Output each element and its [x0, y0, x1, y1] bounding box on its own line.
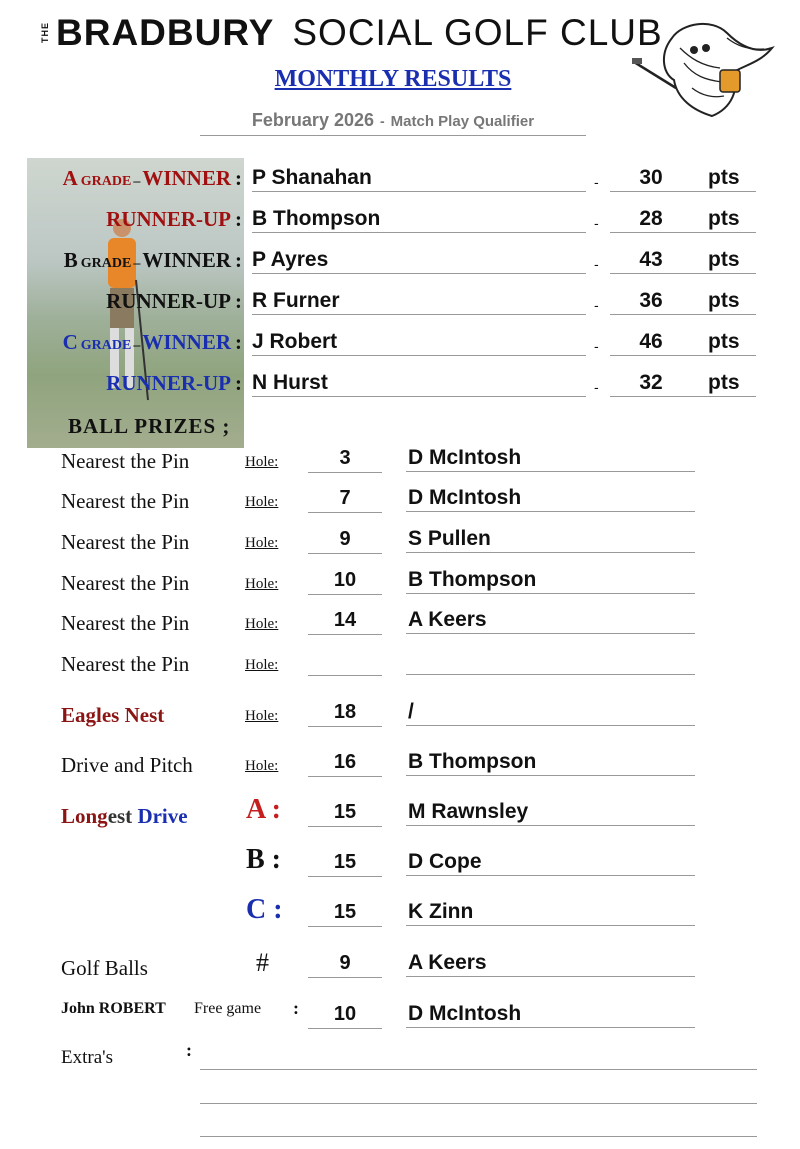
club-title [56, 12, 663, 54]
free-game-name: D McIntosh [406, 1002, 695, 1028]
club-name-rest: SOCIAL GOLF CLUB [292, 12, 663, 53]
prize-hole-number-0: 3 [308, 446, 382, 473]
prize-label-3: Nearest the Pin [61, 571, 190, 595]
grade-letter: B [63, 248, 78, 272]
golf-balls-value: 9 [308, 951, 382, 978]
prize-hole-label-5: Hole: [245, 657, 279, 673]
grade-letter: C [62, 330, 78, 354]
prize-label-2: Nearest the Pin [61, 530, 190, 554]
grade-title: WINNER [142, 330, 231, 354]
prize-winner-6: / [406, 700, 695, 726]
grade-name-2: P Ayres [252, 248, 586, 274]
prize-hole-number-4: 14 [308, 608, 382, 635]
prize-winner-3: B Thompson [406, 568, 695, 594]
grade-colon: : [235, 207, 242, 231]
longest-drive-hole-1: 15 [308, 850, 382, 877]
longest-drive-grade-2: C : [246, 894, 283, 925]
prize-hole-number-1: 7 [308, 486, 382, 513]
extras-line-3 [200, 1136, 757, 1137]
longest-drive-part-3: D [132, 804, 153, 828]
grade-label-1 [106, 207, 242, 232]
grade-label-2 [64, 248, 242, 273]
grade-dash2-1: - [594, 215, 599, 231]
extras-line-2 [200, 1103, 757, 1104]
grade-dash: – [133, 338, 141, 353]
prize-hole-number-7: 16 [308, 750, 382, 777]
prize-winner-5 [406, 649, 695, 675]
grade-colon: : [235, 371, 242, 395]
grade-dash2-0: - [594, 174, 599, 190]
month-label: February 2026 [251, 110, 374, 130]
grade-colon: : [235, 248, 242, 272]
grade-label-4 [63, 330, 242, 355]
prize-hole-label-2: Hole: [245, 535, 279, 551]
the-label: THE [40, 22, 50, 43]
prize-hole-number-5 [308, 649, 382, 676]
grade-colon: : [235, 330, 242, 354]
longest-drive-winner-1: D Cope [406, 850, 695, 876]
monthly-results-heading: MONTHLY RESULTS [274, 66, 512, 92]
grade-name-4: J Robert [252, 330, 586, 356]
golf-balls-label: Golf Balls [61, 956, 148, 980]
golf-balls-symbol: # [256, 948, 269, 977]
extras-line-1 [200, 1069, 757, 1070]
prize-winner-4: A Keers [406, 608, 695, 634]
prize-winner-7: B Thompson [406, 750, 695, 776]
grade-colon: : [235, 166, 242, 190]
prize-label-7: Drive and Pitch [61, 753, 193, 777]
prize-hole-label-6: Hole: [245, 708, 279, 724]
free-game-colon: : [293, 998, 299, 1018]
subheading-separator: - [380, 113, 385, 129]
prize-label-5: Nearest the Pin [61, 652, 190, 676]
grade-name-3: R Furner [252, 289, 586, 315]
grade-word: GRADE [80, 174, 132, 189]
grade-title: RUNNER-UP [106, 289, 231, 313]
grade-label-0 [63, 166, 242, 191]
grade-dash2-3: - [594, 297, 599, 313]
grade-score-0: 30 [610, 166, 692, 192]
competition-label: Match Play Qualifier [390, 113, 535, 130]
grade-label-3 [106, 289, 242, 314]
club-name-bold: BRADBURY [56, 12, 275, 53]
grade-unit-5: pts [692, 371, 756, 397]
prize-label-1: Nearest the Pin [61, 489, 190, 513]
grade-score-4: 46 [610, 330, 692, 356]
prize-hole-number-3: 10 [308, 568, 382, 595]
grade-name-5: N Hurst [252, 371, 586, 397]
grade-label-5 [106, 371, 242, 396]
grade-name-1: B Thompson [252, 207, 586, 233]
grade-unit-0: pts [692, 166, 756, 192]
grade-score-5: 32 [610, 371, 692, 397]
golf-balls-name: A Keers [406, 951, 695, 977]
grade-title: WINNER [142, 166, 231, 190]
longest-drive-part-2: est [107, 804, 133, 828]
prize-hole-number-6: 18 [308, 700, 382, 727]
grade-dash2-4: - [594, 338, 599, 354]
longest-drive-grade-1: B : [246, 844, 281, 875]
longest-drive-label [61, 804, 188, 829]
longest-drive-winner-2: K Zinn [406, 900, 695, 926]
grade-title: RUNNER-UP [106, 207, 231, 231]
extras-label: Extra's [61, 1047, 113, 1068]
grade-word: GRADE [80, 338, 132, 353]
prize-hole-label-4: Hole: [245, 616, 279, 632]
ball-prizes-label: BALL PRIZES ; [68, 414, 231, 438]
free-game-label: Free game [194, 1000, 262, 1017]
prize-winner-0: D McIntosh [406, 446, 695, 472]
grade-score-1: 28 [610, 207, 692, 233]
longest-drive-hole-0: 15 [308, 800, 382, 827]
grade-title: WINNER [142, 248, 231, 272]
grade-unit-1: pts [692, 207, 756, 233]
free-game-label-bold: John ROBERT [61, 1000, 166, 1017]
prize-winner-1: D McIntosh [406, 486, 695, 512]
prize-label-0: Nearest the Pin [61, 449, 190, 473]
grade-colon: : [235, 289, 242, 313]
grade-dash2-5: - [594, 379, 599, 395]
grade-dash2-2: - [594, 256, 599, 272]
longest-drive-grade-0: A : [246, 794, 281, 825]
prize-hole-number-2: 9 [308, 527, 382, 554]
grade-word: GRADE [80, 256, 132, 271]
grade-name-0: P Shanahan [252, 166, 586, 192]
grade-title: RUNNER-UP [106, 371, 231, 395]
grade-letter: A [62, 166, 78, 190]
grade-unit-3: pts [692, 289, 756, 315]
subheading [200, 110, 586, 136]
prize-winner-2: S Pullen [406, 527, 695, 553]
grade-unit-4: pts [692, 330, 756, 356]
prize-label-4: Nearest the Pin [61, 611, 190, 635]
grade-score-3: 36 [610, 289, 692, 315]
longest-drive-part-1: Long [61, 804, 108, 828]
longest-drive-hole-2: 15 [308, 900, 382, 927]
grade-dash: – [133, 174, 141, 189]
prize-hole-label-0: Hole: [245, 454, 279, 470]
grade-dash: – [133, 256, 141, 271]
extras-colon: : [186, 1040, 192, 1060]
grade-unit-2: pts [692, 248, 756, 274]
prize-hole-label-3: Hole: [245, 576, 279, 592]
free-game-value: 10 [308, 1002, 382, 1029]
grade-score-2: 43 [610, 248, 692, 274]
longest-drive-part-4: rive [152, 804, 188, 828]
prize-hole-label-1: Hole: [245, 494, 279, 510]
longest-drive-winner-0: M Rawnsley [406, 800, 695, 826]
prize-hole-label-7: Hole: [245, 758, 279, 774]
prize-label-6: Eagles Nest [61, 703, 165, 727]
